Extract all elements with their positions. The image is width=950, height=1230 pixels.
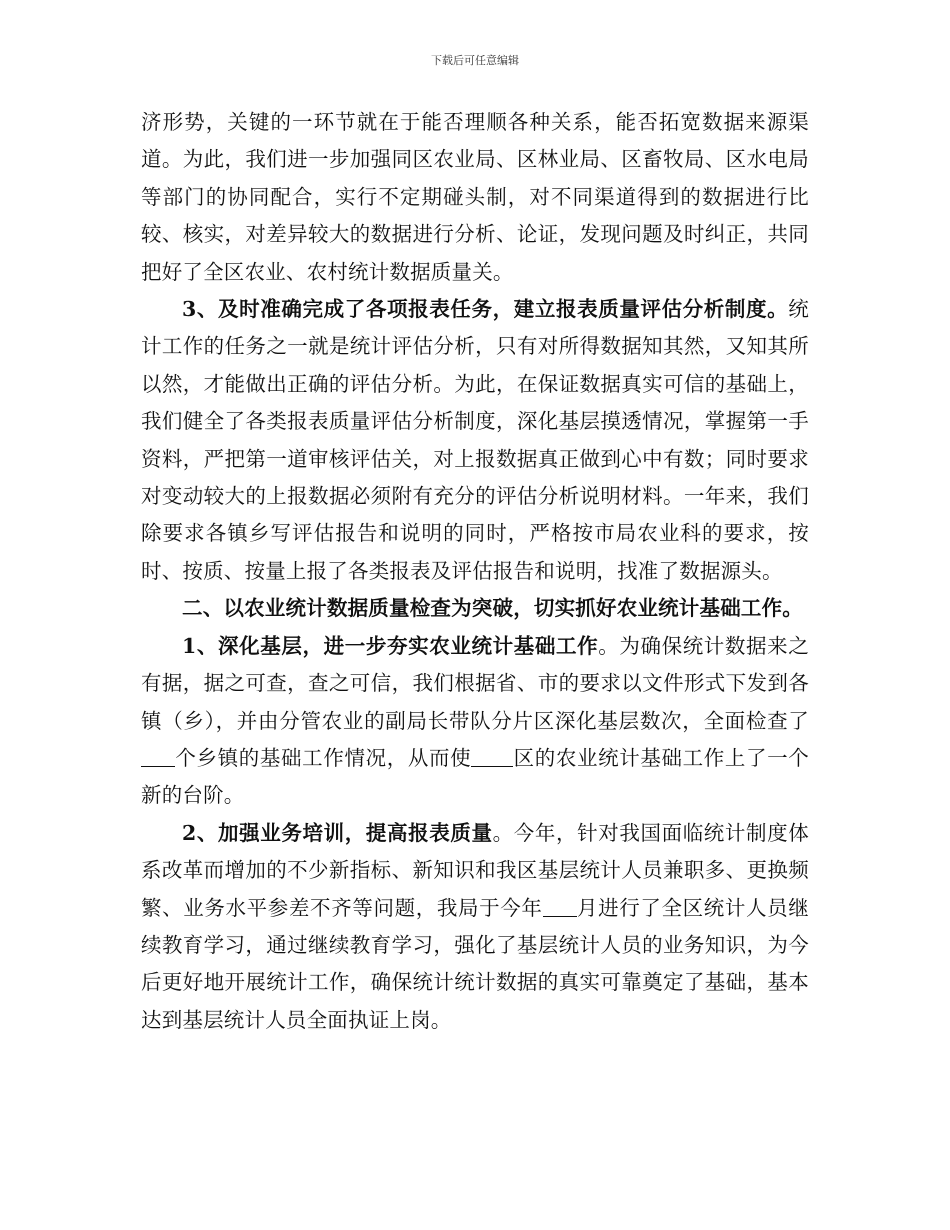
section-heading-2-text: 二、以农业统计数据质量检查为突破，切实抓好农业统计基础工作。 [182,596,803,621]
paragraph-1-text: 济形势，关键的一环节就在于能否理顺各种关系，能否拓宽数据来源渠道。为此，我们进一步加强同区农业局、区林业局、区畜牧局、区水电局等部门的协同配合，实行不定期碰头制，对不同渠道得到的数据进行比较、核实，对差异较大的数据进行分析、论证，发现问题及时纠正，共同把好了全区农业、农村统计数据质量关。 [141,110,809,284]
document-body [141,104,809,1039]
paragraph-2 [141,291,809,590]
section-heading-2 [141,590,809,627]
fill-blank [543,895,577,917]
paragraph-2-heading: 3、及时准确完成了各项报表任务，建立报表质量评估分析制度。 [182,297,789,322]
paragraph-4 [141,628,809,815]
paragraph-2-text: 统计工作的任务之一就是统计评估分析，只有对所得数据知其然，又知其所以然，才能做出正确的评估分析。为此，在保证数据真实可信的基础上，我们健全了各类报表质量评估分析制度，深化基层摸透情况，掌握第一手资料，严把第一道审核评估关，对上报数据真正做到心中有数；同时要求对变动较大的上报数据必须附有充分的评估分析说明材料。一年来，我们除要求各镇乡写评估报告和说明的同时，严格按市局农业科的要求，按时、按质、按量上报了各类报表及评估报告和说明，找准了数据源头。 [141,297,809,583]
paragraph-4-text-c: 区的农业统计基础工作上了一个新的台阶。 [141,745,809,808]
paragraph-4-text-b: 个乡镇的基础工作情况，从而使 [175,745,472,770]
paragraph-5 [141,815,809,1039]
paragraph-1 [141,104,809,291]
fill-blank [141,745,175,767]
paragraph-5-heading: 2、加强业务培训，提高报表质量 [182,820,493,845]
paragraph-5-text-a: 。今年，针对我国面临统计制度体系改革而增加的不少新指标、新知识和我区基层统计人员兼职多、更换频繁、业务水平参差不齐等问题，我局于今年 [141,820,809,920]
paragraph-5-text-b: 月进行了全区统计人员继续教育学习，通过继续教育学习，强化了基层统计人员的业务知识，为今后更好地开展统计工作，确保统计统计数据的真实可靠奠定了基础，基本达到基层统计人员全面执证上岗。 [141,895,809,1032]
page-header: 下载后可任意编辑 [431,54,519,67]
fill-blank [471,745,513,767]
paragraph-4-text-a: 。为确保统计数据来之有据，据之可查，查之可信，我们根据省、市的要求以文件形式下发到各镇（乡），并由分管农业的副局长带队分片区深化基层数次，全面检查了 [141,633,809,733]
paragraph-4-heading: 1、深化基层，进一步夯实农业统计基础工作 [182,633,599,658]
